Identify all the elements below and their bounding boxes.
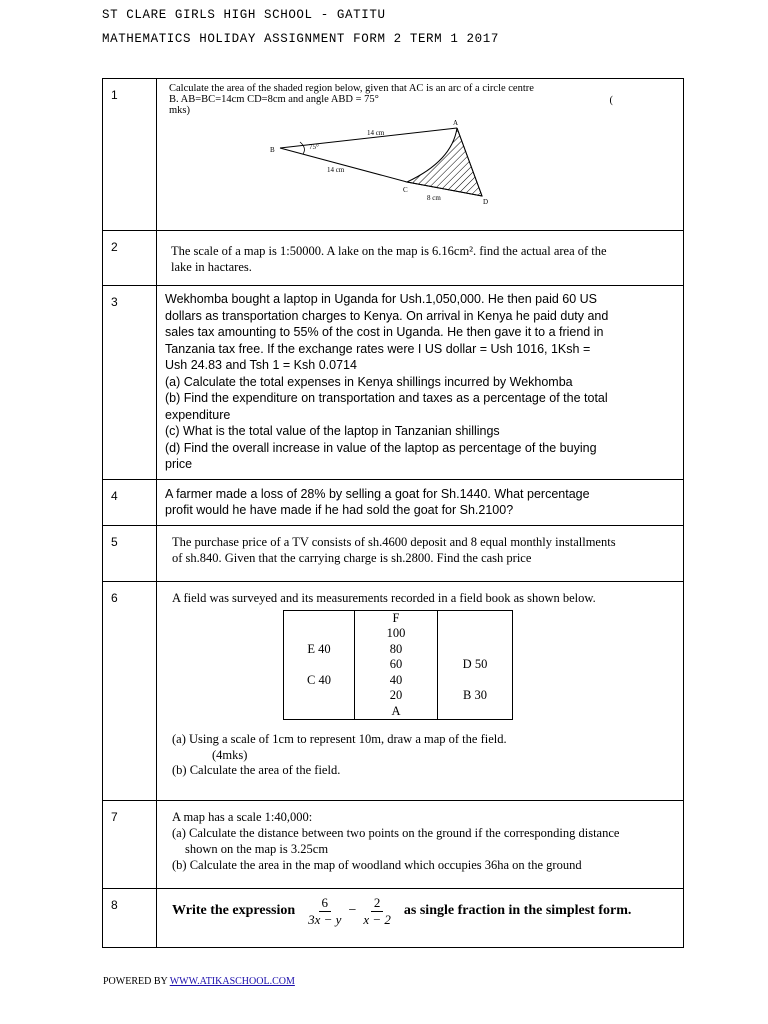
label-d: D — [483, 198, 489, 206]
question-number: 5 — [103, 525, 157, 581]
question-row-4 — [103, 479, 684, 525]
question-line: sales tax amounting to 55% of the cost in Uganda. He then gave it to a friend in — [165, 325, 604, 339]
question-line: dollars as transportation charges to Kenya. On arrival in Kenya he paid duty and — [165, 308, 609, 323]
label-b: B — [270, 146, 275, 154]
field-book-cell: E 40 — [307, 641, 331, 656]
question-line: A map has a scale 1:40,000: — [172, 809, 313, 824]
question-line: Ush 24.83 and Tsh 1 = Ksh 0.0714 — [165, 358, 357, 372]
field-book-cell — [438, 642, 512, 658]
question-line: (b) Calculate the area of the field. — [172, 763, 341, 777]
field-book-cell — [438, 611, 512, 627]
length-ab: 14 cm — [367, 129, 385, 137]
angle-label: 75° — [309, 143, 319, 151]
question-line: The purchase price of a TV consists of sh.4600 deposit and 8 equal monthly installments — [172, 534, 616, 549]
field-book-table — [283, 610, 513, 721]
field-book-cell: 80 — [389, 641, 403, 656]
field-book-cell: B 30 — [463, 688, 487, 702]
question-line: expenditure — [165, 407, 231, 422]
school-name-heading: ST CLARE GIRLS HIGH SCHOOL - GATITU — [102, 8, 386, 22]
question-4-text — [157, 480, 683, 518]
question-line: (b) Calculate the area in the map of woodland which occupies 36ha on the ground — [172, 857, 582, 872]
length-bc: 14 cm — [327, 166, 345, 174]
field-book-right-column — [438, 610, 513, 720]
question-line: A farmer made a loss of 28% by selling a goat for Sh.1440. What percentage — [165, 486, 590, 501]
field-book-cell — [284, 626, 354, 642]
question-1-text — [157, 79, 683, 116]
question-number: 1 — [103, 79, 157, 231]
question-number: 6 — [103, 581, 157, 800]
field-book-cell — [284, 704, 354, 720]
label-c: C — [403, 186, 408, 194]
field-book-cell — [284, 657, 354, 673]
field-book-cell — [284, 688, 354, 704]
question-line: Tanzania tax free. If the exchange rates were I US dollar = Ush 1016, 1Ksh = — [165, 341, 591, 356]
question-number: 4 — [103, 479, 157, 525]
label-a: A — [453, 119, 459, 127]
question-line: Calculate the area of the shaded region below, given that AC is an arc of a circle centre — [169, 83, 534, 94]
question-3-text — [157, 286, 683, 479]
marks-paren: ( — [609, 95, 613, 106]
field-book-cell: 40 — [389, 672, 403, 687]
footer — [103, 976, 295, 987]
fraction-denominator: 3x − y — [308, 911, 342, 927]
question-number: 3 — [103, 286, 157, 480]
field-book-cell: C 40 — [307, 672, 331, 687]
field-book-cell: 60 — [389, 657, 403, 671]
question-2-text — [157, 231, 683, 275]
fraction-2 — [360, 895, 394, 928]
field-book-cell: A — [391, 703, 401, 718]
length-cd: 8 cm — [427, 194, 441, 202]
question-line: shown on the map is 3.25cm — [185, 841, 329, 856]
fraction-denominator: x − 2 — [363, 911, 391, 927]
question-7-text — [157, 801, 683, 873]
question-line: price — [165, 457, 193, 471]
question-body — [157, 525, 684, 581]
question-number: 7 — [103, 800, 157, 888]
field-book-left-column — [284, 610, 355, 720]
field-book-cell — [284, 611, 354, 627]
expression-suffix: as single fraction in the simplest form. — [403, 903, 632, 918]
question-6-parts — [157, 720, 683, 779]
question-line: (a) Calculate the distance between two points on the ground if the corresponding distance — [172, 825, 620, 840]
question-line: lake in hactares. — [171, 260, 252, 274]
triangle-diagram — [267, 116, 567, 206]
angle-arc — [300, 142, 304, 154]
footer-website-link[interactable]: WWW.ATIKASCHOOL.COM — [169, 976, 295, 987]
question-row-8 — [103, 888, 684, 947]
question-line: (4mks) — [212, 747, 248, 762]
field-book-cell: F — [392, 610, 400, 625]
field-book-cell: 20 — [389, 688, 403, 702]
question-body — [157, 79, 684, 231]
shaded-region — [407, 128, 482, 196]
field-book-cell — [438, 704, 512, 720]
question-body — [157, 888, 684, 947]
question-8-text — [157, 889, 683, 928]
expression-prefix: Write the expression — [172, 903, 296, 918]
field-book-cell: D 50 — [462, 657, 488, 671]
question-line: B. AB=BC=14cm CD=8cm and angle ABD = 75° — [169, 94, 379, 105]
field-book-cell: 100 — [386, 626, 406, 640]
question-line: mks) — [169, 105, 190, 116]
question-line: of sh.840. Given that the carrying charge is sh.2800. Find the cash price — [172, 550, 532, 565]
question-row-7 — [103, 800, 684, 888]
field-book-cell — [438, 626, 512, 642]
question-row-3 — [103, 286, 684, 480]
question-body — [157, 581, 684, 800]
question-number: 8 — [103, 888, 157, 947]
question-line: (a) Calculate the total expenses in Kenya shillings incurred by Wekhomba — [165, 374, 573, 389]
side-bc — [280, 148, 407, 182]
question-line: (c) What is the total value of the laptop in Tanzanian shillings — [165, 424, 500, 438]
question-line: The scale of a map is 1:50000. A lake on the map is 6.16cm². find the actual area of the — [171, 244, 607, 258]
fraction-numerator: 2 — [371, 895, 384, 912]
assignment-title-heading: MATHEMATICS HOLIDAY ASSIGNMENT FORM 2 TERM 1 2017 — [102, 32, 499, 46]
question-body — [157, 286, 684, 480]
question-line: (d) Find the overall increase in value of the laptop as percentage of the buying — [165, 440, 597, 455]
question-body — [157, 231, 684, 286]
field-book-middle-column — [355, 610, 438, 720]
fraction-1 — [305, 895, 344, 928]
question-row-2 — [103, 231, 684, 286]
question-row-1 — [103, 79, 684, 231]
question-row-5 — [103, 525, 684, 581]
question-line: (b) Find the expenditure on transportation and taxes as a percentage of the total — [165, 391, 608, 405]
question-body — [157, 479, 684, 525]
question-5-text — [157, 526, 683, 566]
question-line: (a) Using a scale of 1cm to represent 10m, draw a map of the field. — [172, 732, 507, 746]
question-line: A field was surveyed and its measurements recorded in a field book as shown below. — [172, 590, 596, 605]
field-book-cell — [438, 673, 512, 689]
minus-sign: − — [348, 903, 357, 918]
question-6-text — [157, 582, 683, 606]
question-body — [157, 800, 684, 888]
question-line: profit would he have made if he had sold the goat for Sh.2100? — [165, 502, 514, 517]
fraction-numerator: 6 — [319, 895, 332, 912]
question-row-6 — [103, 581, 684, 800]
question-number: 2 — [103, 231, 157, 286]
footer-label: POWERED BY — [103, 976, 168, 987]
questions-table — [102, 78, 684, 948]
question-line: Wekhomba bought a laptop in Uganda for Ush.1,050,000. He then paid 60 US — [165, 292, 598, 306]
